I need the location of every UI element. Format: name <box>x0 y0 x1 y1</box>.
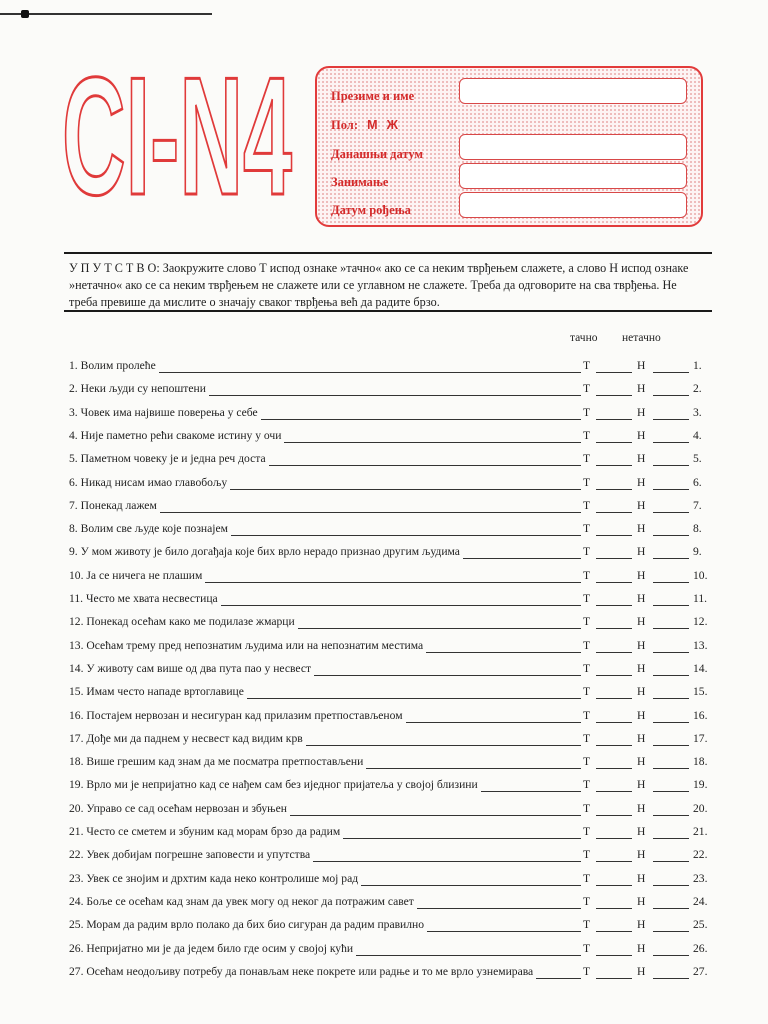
questionnaire-item <box>69 872 709 890</box>
answer-false-option[interactable]: Н <box>637 382 646 395</box>
instructions-heading: У П У Т С Т В О: <box>69 261 160 275</box>
answer-true-line <box>596 722 632 723</box>
answer-false-line <box>653 861 689 862</box>
answer-false-line <box>653 885 689 886</box>
item-text: 15. Имам често нападе вртоглавице <box>69 685 244 698</box>
questionnaire-item <box>69 732 709 750</box>
item-number: 26. <box>693 942 708 955</box>
item-number: 10. <box>693 569 708 582</box>
item-text: 20. Управо се сад осећам нервозан и збуњен <box>69 802 287 815</box>
questionnaire-item <box>69 522 709 540</box>
answer-true-option[interactable]: Т <box>583 732 591 745</box>
punch-hole-mark <box>21 10 29 18</box>
sex-label-text: Пол: <box>331 118 358 132</box>
occupation-label: Занимање <box>331 175 389 189</box>
item-text: 6. Никад нисам имао главобољу <box>69 476 228 489</box>
item-text: 10. Ја се ничега не плашим <box>69 569 203 582</box>
answer-true-option[interactable]: Т <box>583 685 591 698</box>
answer-false-line <box>653 698 689 699</box>
todays-date-label: Данашњи датум <box>331 147 423 161</box>
true-column-header: тачно <box>570 332 598 344</box>
answer-false-option[interactable]: Н <box>637 918 646 931</box>
item-text: 4. Није паметно рећи свакоме истину у очи <box>69 429 282 442</box>
item-number: 21. <box>693 825 708 838</box>
answer-true-line <box>596 419 632 420</box>
item-number: 1. <box>693 359 702 372</box>
item-leader-line <box>231 535 581 536</box>
item-leader-line <box>427 931 581 932</box>
answer-true-option[interactable]: Т <box>583 499 591 512</box>
answer-true-line <box>596 395 632 396</box>
top-divider <box>64 252 712 254</box>
instructions <box>69 260 705 311</box>
item-text: 9. У мом животу је било догађаја које бих врло нерадо признао другим људима <box>69 545 460 558</box>
item-leader-line <box>284 442 581 443</box>
item-number: 11. <box>693 592 708 605</box>
item-text: 7. Понекад лажем <box>69 499 157 512</box>
answer-false-line <box>653 815 689 816</box>
item-number: 7. <box>693 499 702 512</box>
questionnaire-item <box>69 452 709 470</box>
item-leader-line <box>314 675 581 676</box>
answer-true-option[interactable]: Т <box>583 895 591 908</box>
answer-true-line <box>596 698 632 699</box>
item-text: 18. Више грешим кад знам да ме посматра претпостављени <box>69 755 364 768</box>
item-text: 25. Морам да радим врло полако да бих био сигуран да радим правилно <box>69 918 425 931</box>
item-text: 13. Осећам трему пред непознатим људима или на непознатим местима <box>69 639 424 652</box>
item-leader-line <box>205 582 581 583</box>
answer-true-option[interactable]: Т <box>583 429 591 442</box>
answer-true-option[interactable]: Т <box>583 918 591 931</box>
item-text: 2. Неки људи су непоштени <box>69 382 206 395</box>
item-text: 8. Волим све људе које познајем <box>69 522 228 535</box>
questionnaire-item <box>69 592 709 610</box>
item-leader-line <box>356 955 581 956</box>
answer-false-line <box>653 558 689 559</box>
item-leader-line <box>417 908 581 909</box>
answer-false-line <box>653 442 689 443</box>
answer-true-option[interactable]: Т <box>583 522 591 535</box>
answer-false-line <box>653 908 689 909</box>
item-leader-line <box>230 489 581 490</box>
answer-false-option[interactable]: Н <box>637 825 646 838</box>
questionnaire-item <box>69 429 709 447</box>
questionnaire-item <box>69 848 709 866</box>
answer-true-line <box>596 978 632 979</box>
answer-true-option[interactable]: Т <box>583 662 591 675</box>
answer-true-line <box>596 675 632 676</box>
item-leader-line <box>290 815 581 816</box>
item-number: 24. <box>693 895 708 908</box>
answer-true-option[interactable]: Т <box>583 639 591 652</box>
item-text: 26. Непријатно ми је да једем било где осим у својој кући <box>69 942 354 955</box>
answer-true-option[interactable]: Т <box>583 825 591 838</box>
answer-false-line <box>653 675 689 676</box>
answer-false-option[interactable]: Н <box>637 732 646 745</box>
item-text: 3. Човек има највише поверења у себе <box>69 406 258 419</box>
answer-false-line <box>653 722 689 723</box>
item-number: 16. <box>693 709 708 722</box>
answer-false-option[interactable]: Н <box>637 685 646 698</box>
item-number: 15. <box>693 685 708 698</box>
answer-true-line <box>596 605 632 606</box>
answer-true-line <box>596 372 632 373</box>
item-text: 24. Боље се осећам кад знам да увек могу од неког да потражим савет <box>69 895 414 908</box>
answer-true-option[interactable]: Т <box>583 359 591 372</box>
questionnaire-item <box>69 942 709 960</box>
item-leader-line <box>306 745 581 746</box>
answer-true-line <box>596 885 632 886</box>
questionnaire-item <box>69 545 709 563</box>
answer-false-line <box>653 372 689 373</box>
answer-false-option[interactable]: Н <box>637 545 646 558</box>
date-of-birth-field[interactable] <box>459 192 687 218</box>
answer-true-option[interactable]: Т <box>583 452 591 465</box>
answer-false-line <box>653 768 689 769</box>
answer-true-option[interactable]: Т <box>583 382 591 395</box>
answer-true-line <box>596 512 632 513</box>
false-column-header: нетачно <box>622 332 661 344</box>
answer-false-option[interactable]: Н <box>637 872 646 885</box>
answer-true-line <box>596 955 632 956</box>
questionnaire-item <box>69 918 709 936</box>
questionnaire-item <box>69 406 709 424</box>
questionnaire-item <box>69 382 709 400</box>
answer-false-option[interactable]: Н <box>637 615 646 628</box>
surname-name-field[interactable] <box>459 78 687 104</box>
answer-true-line <box>596 535 632 536</box>
answer-true-line <box>596 558 632 559</box>
questionnaire-item <box>69 639 709 657</box>
item-text: 21. Често се сметем и збуним кад морам брзо да радим <box>69 825 341 838</box>
item-number: 6. <box>693 476 702 489</box>
item-leader-line <box>269 465 581 466</box>
item-leader-line <box>261 419 581 420</box>
answer-false-line <box>653 628 689 629</box>
answer-false-option[interactable]: Н <box>637 965 646 978</box>
questionnaire-item <box>69 709 709 727</box>
answer-true-line <box>596 745 632 746</box>
answer-false-line <box>653 605 689 606</box>
surname-name-label: Презиме и име <box>331 89 415 103</box>
questionnaire-item <box>69 755 709 773</box>
answer-false-line <box>653 489 689 490</box>
answer-true-line <box>596 489 632 490</box>
item-text: 22. Увек добијам погрешне заповести и упутства <box>69 848 311 861</box>
questionnaire-item <box>69 476 709 494</box>
questionnaire-item <box>69 685 709 703</box>
answer-true-option[interactable]: Т <box>583 709 591 722</box>
item-text: 27. Осећам неодољиву потребу да понављам неке покрете или радње и то ме врло узнемирава <box>69 965 534 978</box>
answer-true-option[interactable]: Т <box>583 778 591 791</box>
answer-false-option[interactable]: Н <box>637 569 646 582</box>
answer-true-line <box>596 465 632 466</box>
item-text: 1. Волим пролеће <box>69 359 156 372</box>
item-text: 14. У животу сам више од два пута пао у несвест <box>69 662 312 675</box>
answer-false-line <box>653 652 689 653</box>
answer-false-line <box>653 582 689 583</box>
item-text: 16. Постајем нервозан и несигуран кад прилазим претпостављеном <box>69 709 403 722</box>
sex-option-zh[interactable]: Ж <box>386 118 398 132</box>
questionnaire-item <box>69 825 709 843</box>
answer-true-option[interactable]: Т <box>583 476 591 489</box>
answer-false-option[interactable]: Н <box>637 802 646 815</box>
answer-true-option[interactable]: Т <box>583 965 591 978</box>
answer-true-line <box>596 768 632 769</box>
item-number: 20. <box>693 802 708 815</box>
item-text: 11. Често ме хвата несвестица <box>69 592 218 605</box>
date-of-birth-label: Датум рођења <box>331 203 411 217</box>
answer-true-line <box>596 652 632 653</box>
answer-true-line <box>596 582 632 583</box>
answer-false-line <box>653 978 689 979</box>
questionnaire-item <box>69 359 709 377</box>
answer-false-option[interactable]: Н <box>637 662 646 675</box>
item-text: 12. Понекад осећам како ме подилазе жмарци <box>69 615 295 628</box>
answer-true-line <box>596 442 632 443</box>
item-leader-line <box>343 838 581 839</box>
answer-false-option[interactable]: Н <box>637 592 646 605</box>
item-leader-line <box>481 791 581 792</box>
occupation-field[interactable] <box>459 163 687 189</box>
answer-false-option[interactable]: Н <box>637 895 646 908</box>
sex-label <box>331 118 398 133</box>
questionnaire-item <box>69 965 709 983</box>
answer-true-option[interactable]: Т <box>583 569 591 582</box>
answer-false-option[interactable]: Н <box>637 499 646 512</box>
answer-false-line <box>653 791 689 792</box>
answer-false-option[interactable]: Н <box>637 755 646 768</box>
scan-edge-mark <box>0 13 212 15</box>
answer-false-option[interactable]: Н <box>637 476 646 489</box>
todays-date-field[interactable] <box>459 134 687 160</box>
answer-true-option[interactable]: Т <box>583 615 591 628</box>
answer-true-option[interactable]: Т <box>583 848 591 861</box>
item-leader-line <box>159 372 581 373</box>
item-leader-line <box>536 978 581 979</box>
questionnaire-item <box>69 802 709 820</box>
answer-false-option[interactable]: Н <box>637 359 646 372</box>
answer-true-line <box>596 931 632 932</box>
answer-false-option[interactable]: Н <box>637 848 646 861</box>
item-leader-line <box>247 698 581 699</box>
personal-info-form <box>315 66 703 227</box>
item-leader-line <box>298 628 581 629</box>
item-leader-line <box>313 861 581 862</box>
answer-false-option[interactable]: Н <box>637 639 646 652</box>
item-leader-line <box>160 512 581 513</box>
item-number: 14. <box>693 662 708 675</box>
answer-false-line <box>653 838 689 839</box>
questionnaire-item <box>69 662 709 680</box>
answer-true-line <box>596 628 632 629</box>
answer-false-option[interactable]: Н <box>637 429 646 442</box>
answer-true-option[interactable]: Т <box>583 592 591 605</box>
questionnaire-item <box>69 895 709 913</box>
answer-true-line <box>596 908 632 909</box>
answer-false-option[interactable]: Н <box>637 452 646 465</box>
answer-true-option[interactable]: Т <box>583 942 591 955</box>
item-number: 9. <box>693 545 702 558</box>
instructions-text: Заокружите слово Т испод ознаке »тачно« ако се са неким тврђењем слажете, а слово Н испод ознаке »нетачно« ако се са неким тврђењем не слажете или се углавном не слажете. Треба да одговорите на сва тврђења. Не треба превише да мислите о значају сваког тврђења већ да радите брзо. <box>69 261 689 309</box>
item-number: 12. <box>693 615 708 628</box>
answer-false-option[interactable]: Н <box>637 522 646 535</box>
item-leader-line <box>463 558 581 559</box>
item-leader-line <box>366 768 581 769</box>
item-leader-line <box>221 605 581 606</box>
answer-false-line <box>653 745 689 746</box>
item-number: 4. <box>693 429 702 442</box>
item-text: 23. Увек се знојим и дрхтим када неко контролише мој рад <box>69 872 359 885</box>
answer-true-option[interactable]: Т <box>583 545 591 558</box>
answer-false-line <box>653 955 689 956</box>
answer-true-line <box>596 791 632 792</box>
answer-false-line <box>653 419 689 420</box>
item-number: 13. <box>693 639 708 652</box>
item-number: 22. <box>693 848 708 861</box>
instructions-divider <box>64 310 712 312</box>
answer-false-line <box>653 512 689 513</box>
item-number: 25. <box>693 918 708 931</box>
item-number: 27. <box>693 965 708 978</box>
questionnaire-item <box>69 569 709 587</box>
answer-false-option[interactable]: Н <box>637 942 646 955</box>
questionnaire-item <box>69 615 709 633</box>
answer-false-option[interactable]: Н <box>637 778 646 791</box>
answer-true-option[interactable]: Т <box>583 755 591 768</box>
item-number: 8. <box>693 522 702 535</box>
answer-false-line <box>653 395 689 396</box>
ci-n4-logo <box>58 58 298 208</box>
sex-option-m[interactable]: М <box>367 118 378 132</box>
answer-true-option[interactable]: Т <box>583 406 591 419</box>
item-number: 18. <box>693 755 708 768</box>
answer-false-option[interactable]: Н <box>637 406 646 419</box>
answer-true-option[interactable]: Т <box>583 802 591 815</box>
answer-false-line <box>653 931 689 932</box>
item-text: 19. Врло ми је непријатно кад се нађем сам без иједног пријатеља у својој близини <box>69 778 478 791</box>
item-number: 2. <box>693 382 702 395</box>
answer-false-line <box>653 465 689 466</box>
answer-true-line <box>596 815 632 816</box>
logo-text: CI-N4 <box>62 58 292 208</box>
answer-true-line <box>596 861 632 862</box>
item-leader-line <box>406 722 581 723</box>
questionnaire-item <box>69 778 709 796</box>
item-text: 5. Паметном човеку је и једна реч доста <box>69 452 266 465</box>
answer-false-line <box>653 535 689 536</box>
item-number: 23. <box>693 872 708 885</box>
answer-false-option[interactable]: Н <box>637 709 646 722</box>
item-leader-line <box>209 395 581 396</box>
item-leader-line <box>426 652 581 653</box>
questionnaire-item <box>69 499 709 517</box>
item-number: 19. <box>693 778 708 791</box>
item-leader-line <box>361 885 581 886</box>
item-number: 5. <box>693 452 702 465</box>
answer-true-line <box>596 838 632 839</box>
item-number: 17. <box>693 732 708 745</box>
answer-true-option[interactable]: Т <box>583 872 591 885</box>
item-number: 3. <box>693 406 702 419</box>
item-text: 17. Дође ми да паднем у несвест кад видим крв <box>69 732 303 745</box>
